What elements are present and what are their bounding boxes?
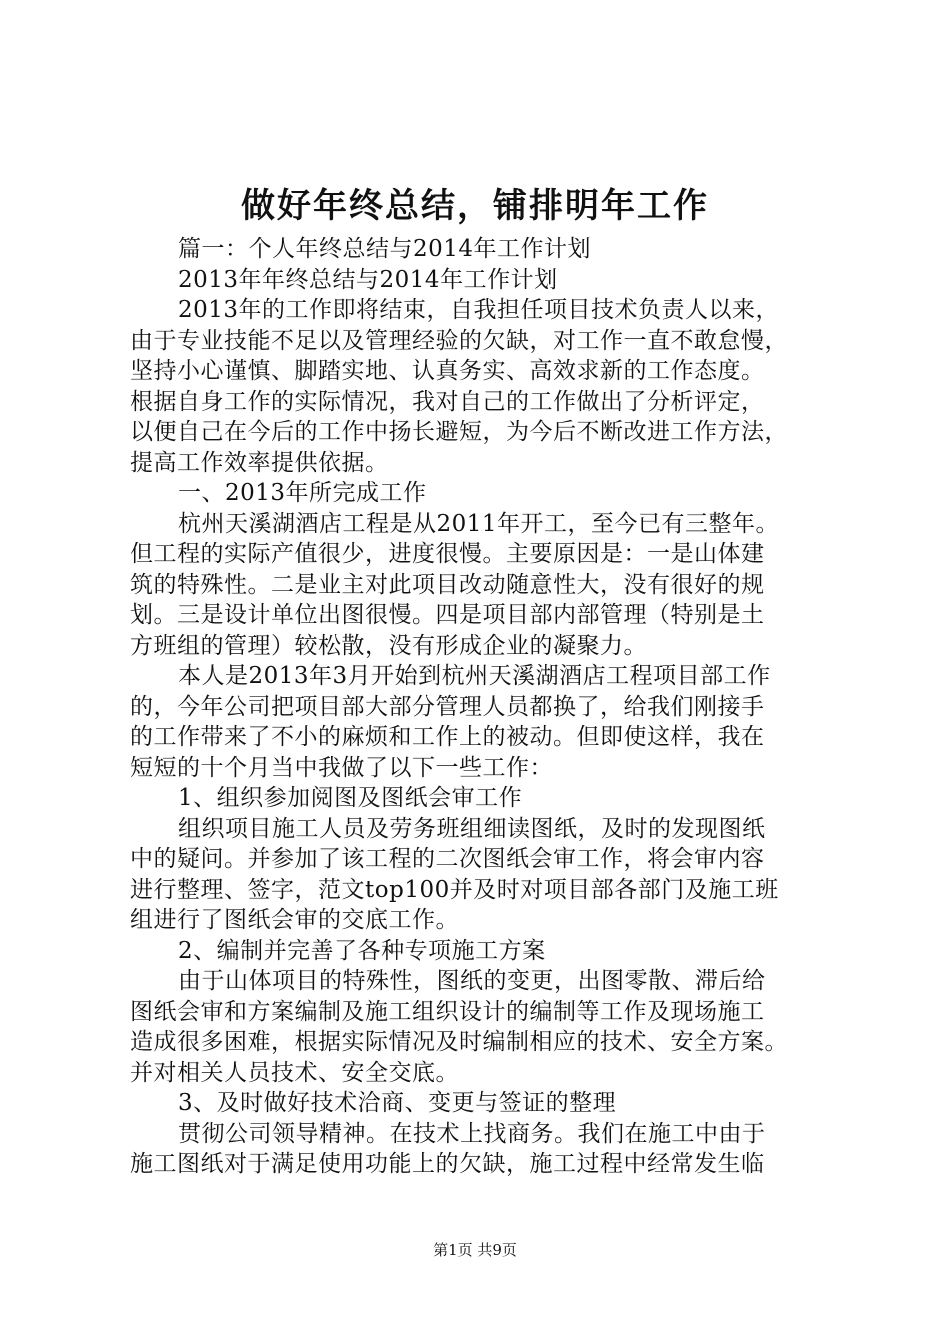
- text-line: 组织项目施工人员及劳务班组细读图纸，及时的发现图纸: [178, 815, 766, 842]
- text-line: 坚持小心谨慎、脚踏实地、认真务实、高效求新的工作态度。: [130, 358, 765, 384]
- text-line: 方班组的管理）较松散，没有形成企业的凝聚力。: [130, 632, 647, 659]
- text-line: 的，今年公司把项目部大部分管理人员都换了，给我们刚接手: [130, 693, 765, 720]
- text-line: 2、编制并完善了各种专项施工方案: [178, 937, 546, 964]
- text-line: 图纸会审和方案编制及施工组织设计的编制等工作及现场施工: [130, 998, 765, 1025]
- text-line: 组进行了图纸会审的交底工作。: [130, 907, 459, 933]
- text-line: 2013年年终总结与2014年工作计划: [178, 266, 558, 293]
- text-line: 由于专业技能不足以及管理经验的欠缺，对工作一直不敢怠慢，: [130, 327, 788, 354]
- text-line: 筑的特殊性。二是业主对此项目改动随意性大，没有很好的规: [130, 571, 765, 598]
- text-line: 1、组织参加阅图及图纸会审工作: [178, 785, 523, 811]
- document-body: [130, 234, 835, 1180]
- text-line: 2013年的工作即将结束，自我担任项目技术负责人以来，: [178, 297, 780, 323]
- text-line: 本人是2013年3月开始到杭州天溪湖酒店工程项目部工作: [178, 663, 771, 689]
- text-line: 进行整理、签字，范文top100并及时对项目部各部门及施工班: [130, 876, 779, 903]
- text-line: 并对相关人员技术、安全交底。: [130, 1059, 459, 1086]
- text-line: 划。三是设计单位出图很慢。四是项目部内部管理（特别是土: [130, 602, 765, 628]
- text-line: 但工程的实际产值很少，进度很慢。主要原因是：一是山体建: [130, 541, 765, 567]
- text-line: 根据自身工作的实际情况，我对自己的工作做出了分析评定，: [130, 388, 765, 415]
- text-line: 贯彻公司领导精神。在技术上找商务。我们在施工中由于: [178, 1120, 766, 1147]
- text-line: 以便自己在今后的工作中扬长避短，为今后不断改进工作方法，: [130, 419, 788, 445]
- text-line: 3、及时做好技术洽商、变更与签证的整理: [178, 1090, 617, 1116]
- text-line: 杭州天溪湖酒店工程是从2011年开工，至今已有三整年。: [178, 510, 780, 537]
- document-title: 做好年终总结，铺排明年工作: [241, 186, 709, 226]
- text-line: 提高工作效率提供依据。: [130, 449, 389, 476]
- text-line: 一、2013年所完成工作: [178, 480, 427, 506]
- text-line: 中的疑问。并参加了该工程的二次图纸会审工作，将会审内容: [130, 846, 765, 872]
- text-line: 造成很多困难，根据实际情况及时编制相应的技术、安全方案。: [130, 1029, 788, 1055]
- text-line: 篇一：个人年终总结与2014年工作计划: [178, 236, 592, 262]
- text-line: 施工图纸对于满足使用功能上的欠缺，施工过程中经常发生临: [130, 1151, 765, 1177]
- page-footer: 第1页 共9页: [433, 1241, 517, 1259]
- text-line: 短短的十个月当中我做了以下一些工作：: [130, 754, 553, 781]
- text-line: 的工作带来了不小的麻烦和工作上的被动。但即使这样，我在: [130, 724, 765, 750]
- text-line: 由于山体项目的特殊性，图纸的变更，出图零散、滞后给: [178, 968, 766, 994]
